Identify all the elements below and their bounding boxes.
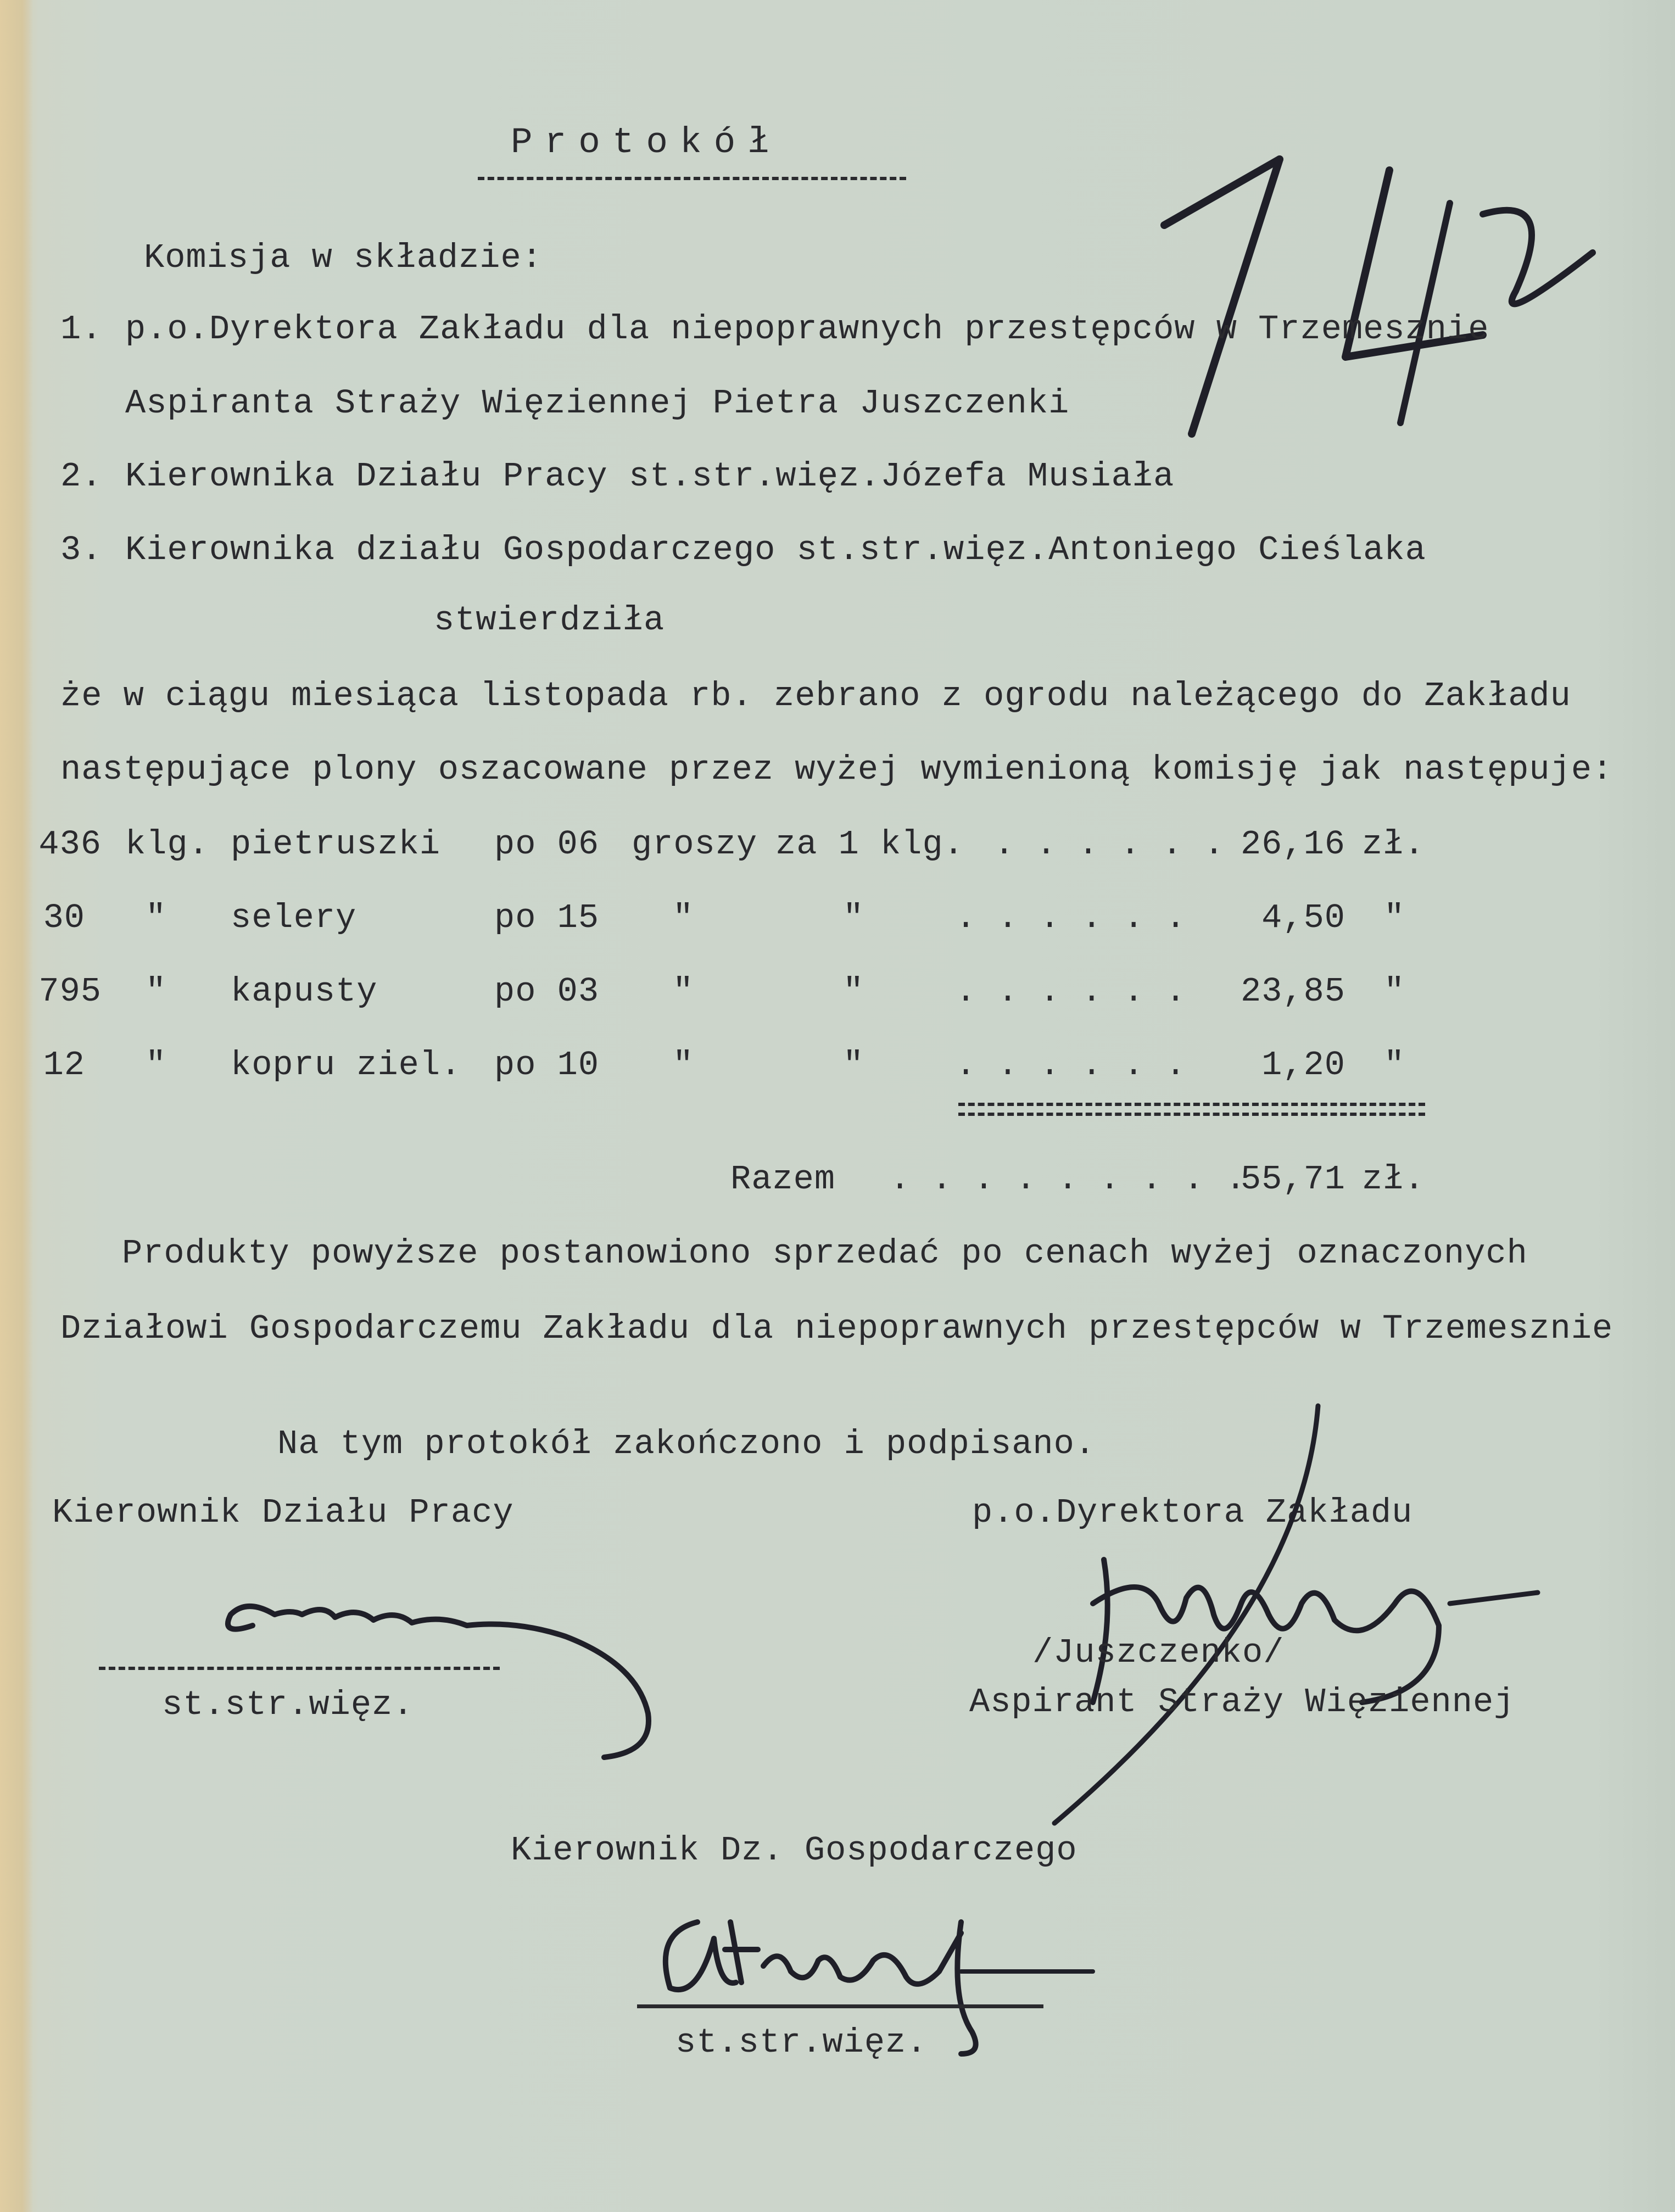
sig-left-title: Kierownik Działu Pracy: [52, 1493, 514, 1532]
body-line-2: następujące plony oszacowane przez wyżej wymienioną komisję jak następuje:: [60, 750, 1613, 789]
item-qty: 436: [38, 825, 102, 864]
stated-word: stwierdziła: [434, 601, 665, 640]
sig-bottom-rank: st.str.więz.: [675, 2023, 928, 2062]
sig-left-rank: st.str.więz.: [162, 1685, 414, 1724]
archive-number-handwritten: [1142, 126, 1604, 445]
sig-bottom-title: Kierownik Dz. Gospodarczego: [511, 1831, 1077, 1870]
document-title: Protokół: [511, 122, 781, 163]
item-currency: zł.: [1362, 825, 1425, 864]
products-line-2: Działowi Gospodarczemu Zakładu dla niepoprawnych przestępców w Trzemesznie: [60, 1309, 1613, 1348]
item-amount: 23,85: [1240, 972, 1345, 1011]
member-1-line2: Aspiranta Straży Więziennej Pietra Juszczenki: [125, 384, 1070, 423]
item-amount: 1,20: [1261, 1046, 1345, 1085]
signature-right: [1032, 1395, 1571, 1823]
item-name: kopru ziel.: [231, 1046, 462, 1085]
paper-margin: [0, 0, 33, 2212]
item-name: selery: [231, 898, 357, 937]
sig-bottom-line: [637, 2004, 1043, 2008]
item-amount: 4,50: [1261, 898, 1345, 937]
title-underline: [478, 177, 906, 180]
item-price: po 03: [494, 972, 600, 1011]
item-unit: ": [146, 898, 167, 937]
member-3-number: 3.: [60, 530, 103, 569]
item-currency: ": [1384, 1046, 1405, 1085]
member-2-line1: Kierownika Działu Pracy st.str.więz.Józefa Musiała: [125, 457, 1175, 496]
item-unit: klg.: [125, 825, 209, 864]
item-grosze: ": [673, 898, 694, 937]
item-price: po 10: [494, 1046, 600, 1085]
item-grosze: ": [673, 972, 694, 1011]
member-2-number: 2.: [60, 457, 103, 496]
item-name: kapusty: [231, 972, 378, 1011]
commission-intro: Komisja w składzie:: [144, 238, 543, 277]
closing-line: Na tym protokół zakończono i podpisano.: [277, 1425, 1096, 1464]
member-1-number: 1.: [60, 310, 103, 349]
sum-rule-2: [958, 1113, 1425, 1116]
item-price: po 15: [494, 898, 600, 937]
sig-right-title: p.o.Dyrektora Zakładu: [972, 1493, 1413, 1532]
signature-left: [209, 1593, 675, 1768]
member-1-line1: p.o.Dyrektora Zakładu dla niepoprawnych przestępców w Trzemesznie: [125, 310, 1489, 349]
item-qty: 795: [38, 972, 102, 1011]
item-dots: . . . . . .: [956, 898, 1187, 937]
item-qty: 12: [43, 1046, 85, 1085]
item-per: ": [843, 898, 864, 937]
sig-right-rank: Aspirant Straży Więziennej: [969, 1683, 1515, 1722]
item-price: po 06: [494, 825, 600, 864]
item-amount: 26,16: [1240, 825, 1345, 864]
total-amount: 55,71: [1240, 1160, 1345, 1199]
item-name: pietruszki: [231, 825, 441, 864]
item-dots: . . . . . .: [956, 972, 1187, 1011]
item-grosze: groszy: [632, 825, 758, 864]
item-per: ": [843, 972, 864, 1011]
item-per: ": [843, 1046, 864, 1085]
item-qty: 30: [43, 898, 85, 937]
sig-left-line: [99, 1667, 500, 1670]
item-grosze: ": [673, 1046, 694, 1085]
body-line-1: że w ciągu miesiąca listopada rb. zebrano z ogrodu należącego do Zakładu: [60, 677, 1571, 716]
item-unit: ": [146, 972, 167, 1011]
sum-rule-1: [958, 1103, 1425, 1106]
products-line-1: Produkty powyższe postanowiono sprzedać po cenach wyżej oznaczonych: [122, 1234, 1528, 1273]
item-dots: . . . . . .: [956, 1046, 1187, 1085]
member-3-line1: Kierownika działu Gospodarczego st.str.więz.Antoniego Cieślaka: [125, 530, 1426, 569]
total-label: Razem: [730, 1160, 836, 1199]
item-unit: ": [146, 1046, 167, 1085]
sig-right-name: /Juszczenko/: [1032, 1633, 1285, 1672]
total-currency: zł.: [1362, 1160, 1425, 1199]
item-currency: ": [1384, 898, 1405, 937]
total-dots: . . . . . . . . .: [890, 1160, 1247, 1199]
item-dots: . . . . . .: [994, 825, 1225, 864]
item-currency: ": [1384, 972, 1405, 1011]
item-per: za 1 klg.: [775, 825, 964, 864]
